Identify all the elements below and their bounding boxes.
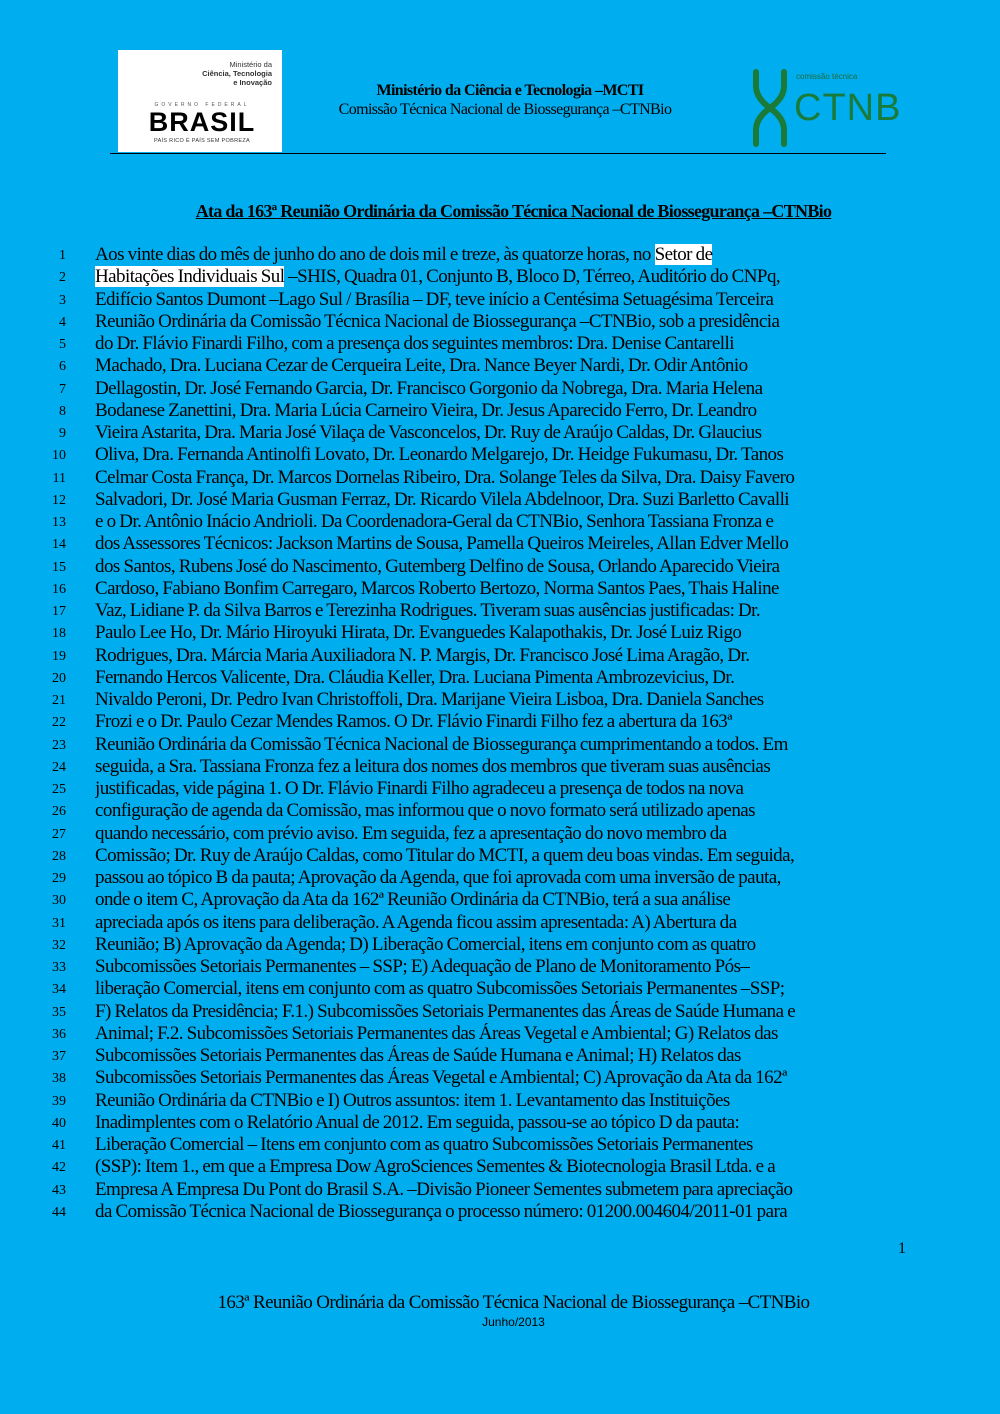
line-text: Comissão; Dr. Ruy de Araújo Caldas, como Titular do MCTI, a quem deu boas vindas. Em seguida, bbox=[95, 844, 795, 866]
text-line bbox=[0, 600, 1000, 622]
line-number: 40 bbox=[52, 1115, 66, 1131]
line-text: Edifício Santos Dumont –Lago Sul / Brasília – DF, teve início a Centésima Setuagésima Terceira bbox=[95, 288, 774, 310]
text-line bbox=[0, 378, 1000, 400]
ctnb-logo bbox=[748, 68, 902, 150]
text-line bbox=[0, 1112, 1000, 1134]
line-text: dos Assessores Técnicos: Jackson Martins de Sousa, Pamella Queiros Meireles, Allan Edver Mello bbox=[95, 533, 789, 555]
text-line bbox=[0, 1090, 1000, 1112]
line-text: (SSP): Item 1., em que a Empresa Dow AgroSciences Sementes & Biotecnologia Brasil Ltda. e a bbox=[95, 1156, 776, 1178]
line-number: 7 bbox=[59, 381, 66, 397]
text-line bbox=[0, 311, 1000, 333]
line-text bbox=[95, 244, 906, 266]
line-number: 39 bbox=[52, 1093, 66, 1109]
line-text: F) Relatos da Presidência; F.1.) Subcomissões Setoriais Permanentes das Áreas de Saúde Humana e bbox=[95, 1000, 796, 1022]
line-number: 5 bbox=[59, 337, 66, 352]
line-text: Bodanese Zanettini, Dra. Maria Lúcia Carneiro Vieira, Dr. Jesus Aparecido Ferro, Dr. Leandro bbox=[95, 399, 757, 421]
line-text: liberação Comercial, itens em conjunto com as quatro Subcomissões Setoriais Permanentes –SSP; bbox=[95, 978, 785, 1000]
line-number: 33 bbox=[52, 960, 66, 975]
line-number: 21 bbox=[52, 693, 66, 708]
line-text: configuração de agenda da Comissão, mas informou que o novo formato será utilizado apenas bbox=[95, 800, 755, 822]
line-text: Nivaldo Peroni, Dr. Pedro Ivan Christoffoli, Dra. Marijane Vieira Lisboa, Dra. Daniela Sanches bbox=[95, 689, 764, 710]
header-title: Ministério da Ciência e Tecnologia –MCTI bbox=[376, 82, 644, 99]
line-number: 25 bbox=[52, 782, 66, 797]
line-number: 8 bbox=[59, 403, 66, 419]
text-line bbox=[0, 845, 1000, 867]
ctnb-logo-caption: comissão técnica bbox=[796, 72, 858, 81]
text-line bbox=[0, 689, 1000, 711]
text-line bbox=[0, 734, 1000, 756]
line-text: e o Dr. Antônio Inácio Andrioli. Da Coordenadora-Geral da CTNBio, Senhora Tassiana Fronza e bbox=[95, 511, 774, 532]
footer-title: 163ª Reunião Ordinária da Comissão Técnica Nacional de Biossegurança –CTNBio bbox=[217, 1292, 810, 1313]
line-text: Cardoso, Fabiano Bonfim Carregaro, Marcos Roberto Bertozo, Norma Santos Paes, Thais Haline bbox=[95, 577, 779, 599]
line-number: 23 bbox=[52, 737, 66, 753]
text-line bbox=[0, 333, 1000, 355]
line-text bbox=[95, 266, 906, 288]
text-line bbox=[0, 1179, 1000, 1201]
line-text: passou ao tópico B da pauta; Aprovação da Agenda, que foi aprovada com uma inversão de pauta, bbox=[95, 867, 781, 888]
line-number: 12 bbox=[52, 492, 66, 508]
line-number: 20 bbox=[52, 670, 66, 686]
text-line bbox=[0, 400, 1000, 422]
line-text: Liberação Comercial – Itens em conjunto com as quatro Subcomissões Setoriais Permanentes bbox=[95, 1134, 753, 1155]
line-text: Oliva, Dra. Fernanda Antinolfi Lovato, Dr. Leonardo Melgarejo, Dr. Heidge Fukumasu, Dr. Tanos bbox=[95, 444, 784, 466]
text-line bbox=[0, 934, 1000, 956]
line-number: 31 bbox=[52, 915, 66, 931]
text-line bbox=[0, 1067, 1000, 1089]
text-line bbox=[0, 578, 1000, 600]
line-text: dos Santos, Rubens José do Nascimento, Gutemberg Delfino de Sousa, Orlando Aparecido Vieira bbox=[95, 555, 780, 577]
footer-date: Junho/2013 bbox=[482, 1315, 545, 1329]
header-divider bbox=[110, 153, 886, 154]
line-number: 32 bbox=[52, 937, 66, 953]
document-title: Ata da 163ª Reunião Ordinária da Comissão Técnica Nacional de Biossegurança –CTNBio bbox=[195, 201, 832, 221]
text-line bbox=[0, 355, 1000, 377]
line-text: Subcomissões Setoriais Permanentes das Áreas de Saúde Humana e Animal; H) Relatos das bbox=[95, 1045, 741, 1066]
line-text: Frozi e o Dr. Paulo Cezar Mendes Ramos. O Dr. Flávio Finardi Filho fez a abertura da 163ª bbox=[95, 711, 732, 733]
line-number: 44 bbox=[52, 1204, 66, 1220]
ministry-name: Ministério da Ciência, Tecnologia e Inovação bbox=[202, 60, 272, 87]
text-line bbox=[0, 1045, 1000, 1067]
text-line bbox=[0, 444, 1000, 466]
text-line bbox=[0, 711, 1000, 733]
text-line bbox=[0, 467, 1000, 489]
text-line bbox=[0, 1023, 1000, 1045]
line-number: 34 bbox=[52, 982, 66, 998]
text-line bbox=[0, 778, 1000, 800]
line-number: 41 bbox=[52, 1138, 66, 1153]
line-number: 16 bbox=[52, 581, 66, 597]
line-number: 18 bbox=[52, 626, 66, 642]
line-text: Fernando Hercos Valicente, Dra. Cláudia Keller, Dra. Luciana Pimenta Ambrozevicius, Dr. bbox=[95, 666, 735, 688]
line-text: do Dr. Flávio Finardi Filho, com a presença dos seguintes membros: Dra. Denise Cantarelli bbox=[95, 333, 734, 354]
header-subtitle: Comissão Técnica Nacional de Biossegurança –CTNBio bbox=[338, 101, 672, 118]
line-text-segment: Aos vinte dias do mês de junho do ano de dois mil e treze, às quatorze horas, no bbox=[95, 244, 655, 265]
line-number: 24 bbox=[52, 759, 66, 775]
brasil-wordmark: BRASIL bbox=[148, 107, 256, 137]
text-line bbox=[0, 1001, 1000, 1023]
line-text: onde o item C, Aprovação da Ata da 162ª Reunião Ordinária da CTNBio, terá a sua análise bbox=[95, 889, 731, 911]
text-line bbox=[0, 1134, 1000, 1156]
highlighted-text: Setor de bbox=[654, 244, 713, 265]
page-number: 1 bbox=[898, 1240, 906, 1257]
line-text: Salvadori, Dr. José Maria Gusman Ferraz, Dr. Ricardo Vilela Abdelnoor, Dra. Suzi Barletto Cavalli bbox=[95, 488, 790, 510]
line-text: Reunião; B) Aprovação da Agenda; D) Liberação Comercial, itens em conjunto com as quatro bbox=[95, 933, 756, 955]
line-number: 30 bbox=[52, 893, 66, 909]
gov-federal-label: GOVERNO FEDERAL bbox=[154, 102, 250, 108]
ctnb-logo-wordmark: CTNB bbox=[794, 87, 902, 129]
line-text: seguida, a Sra. Tassiana Fronza fez a leitura dos nomes dos membros que tiveram suas ausências bbox=[95, 755, 771, 777]
text-line bbox=[0, 533, 1000, 555]
line-number: 22 bbox=[52, 715, 66, 731]
text-line bbox=[0, 422, 1000, 444]
text-line bbox=[0, 622, 1000, 644]
line-number: 9 bbox=[59, 426, 66, 441]
text-line bbox=[0, 978, 1000, 1000]
text-line bbox=[0, 489, 1000, 511]
line-text: da Comissão Técnica Nacional de Biossegurança o processo número: 01200.004604/2011-01 para bbox=[95, 1200, 788, 1222]
line-text: Inadimplentes com o Relatório Anual de 2012. Em seguida, passou-se ao tópico D da pauta: bbox=[95, 1111, 740, 1133]
line-text: Paulo Lee Ho, Dr. Mário Hiroyuki Hirata, Dr. Evanguedes Kalapothakis, Dr. José Luiz Rigo bbox=[95, 622, 742, 644]
line-text: Rodrigues, Dra. Márcia Maria Auxiliadora N. P. Margis, Dr. Francisco José Lima Aragão, Dr. bbox=[95, 644, 750, 666]
line-text: Subcomissões Setoriais Permanentes – SSP; E) Adequação de Plano de Monitoramento Pós– bbox=[95, 956, 750, 977]
text-line bbox=[0, 867, 1000, 889]
line-text: Celmar Costa França, Dr. Marcos Dornelas Ribeiro, Dra. Solange Teles da Silva, Dra. Daisy Favero bbox=[95, 466, 795, 488]
text-line bbox=[0, 266, 1000, 288]
line-number: 42 bbox=[52, 1160, 66, 1176]
text-line bbox=[0, 511, 1000, 533]
line-number: 11 bbox=[52, 470, 66, 486]
text-line bbox=[0, 1201, 1000, 1223]
dna-helix-icon bbox=[748, 68, 792, 148]
highlighted-text: Habitações Individuais Sul bbox=[95, 266, 285, 288]
line-number: 36 bbox=[52, 1026, 66, 1042]
line-number: 26 bbox=[52, 804, 66, 820]
line-number: 37 bbox=[52, 1049, 66, 1064]
line-number: 17 bbox=[52, 604, 66, 619]
line-text: Empresa A Empresa Du Pont do Brasil S.A. –Divisão Pioneer Sementes submetem para apreciação bbox=[95, 1178, 793, 1200]
line-number: 28 bbox=[52, 848, 66, 864]
line-text: Subcomissões Setoriais Permanentes das Áreas Vegetal e Ambiental; C) Aprovação da Ata da 162ª bbox=[95, 1067, 787, 1089]
text-line bbox=[0, 912, 1000, 934]
line-text: quando necessário, com prévio aviso. Em seguida, fez a apresentação do novo membro da bbox=[95, 822, 727, 844]
line-number: 1 bbox=[59, 248, 66, 263]
line-number: 38 bbox=[52, 1071, 66, 1087]
line-text: Dellagostin, Dr. José Fernando Garcia, Dr. Francisco Gorgonio da Nobrega, Dra. Maria Helena bbox=[95, 377, 763, 399]
line-number: 19 bbox=[52, 648, 66, 664]
line-text: apreciada após os itens para deliberação. A Agenda ficou assim apresentada: A) Abertura da bbox=[95, 911, 737, 933]
line-number: 2 bbox=[59, 270, 66, 286]
text-line bbox=[0, 289, 1000, 311]
line-number: 10 bbox=[52, 448, 66, 464]
line-number: 4 bbox=[59, 314, 66, 330]
line-text-segment: –SHIS, Quadra 01, Conjunto B, Bloco D, Térreo, Auditório do CNPq, bbox=[284, 266, 781, 288]
line-text: Machado, Dra. Luciana Cezar de Cerqueira Leite, Dra. Nance Beyer Nardi, Dr. Odir Antônio bbox=[95, 355, 748, 377]
line-number: 27 bbox=[52, 826, 66, 842]
line-text: Animal; F.2. Subcomissões Setoriais Permanentes das Áreas Vegetal e Ambiental; G) Relatos das bbox=[95, 1022, 778, 1044]
text-line bbox=[0, 556, 1000, 578]
line-number: 6 bbox=[59, 359, 66, 375]
line-number: 3 bbox=[59, 292, 66, 308]
text-line bbox=[0, 956, 1000, 978]
line-text: Vieira Astarita, Dra. Maria José Vilaça de Vasconcelos, Dr. Ruy de Araújo Caldas, Dr. Glaucius bbox=[95, 422, 762, 443]
line-text: Vaz, Lidiane P. da Silva Barros e Terezinha Rodrigues. Tiveram suas ausências justificadas: Dr. bbox=[95, 600, 761, 621]
text-line bbox=[0, 244, 1000, 266]
line-number: 13 bbox=[52, 515, 66, 530]
text-line bbox=[0, 756, 1000, 778]
line-number: 35 bbox=[52, 1004, 66, 1020]
text-line bbox=[0, 800, 1000, 822]
text-line bbox=[0, 1156, 1000, 1178]
text-line bbox=[0, 645, 1000, 667]
text-line bbox=[0, 667, 1000, 689]
text-line bbox=[0, 823, 1000, 845]
line-number: 14 bbox=[52, 537, 66, 553]
line-text: Reunião Ordinária da CTNBio e I) Outros assuntos: item 1. Levantamento das Instituições bbox=[95, 1089, 730, 1111]
brasil-slogan: PAÍS RICO É PAÍS SEM POBREZA bbox=[154, 138, 250, 144]
line-number: 29 bbox=[52, 871, 66, 886]
line-text: Reunião Ordinária da Comissão Técnica Nacional de Biossegurança –CTNBio, sob a presidência bbox=[95, 310, 780, 332]
line-number: 15 bbox=[52, 559, 66, 575]
ministry-logo bbox=[118, 50, 282, 152]
text-line bbox=[0, 889, 1000, 911]
minutes-body bbox=[0, 244, 1000, 1223]
line-text: justificadas, vide página 1. O Dr. Flávio Finardi Filho agradeceu a presença de todos na nova bbox=[95, 778, 744, 799]
line-text: Reunião Ordinária da Comissão Técnica Nacional de Biossegurança cumprimentando a todos. Em bbox=[95, 733, 788, 755]
line-number: 43 bbox=[52, 1182, 66, 1198]
